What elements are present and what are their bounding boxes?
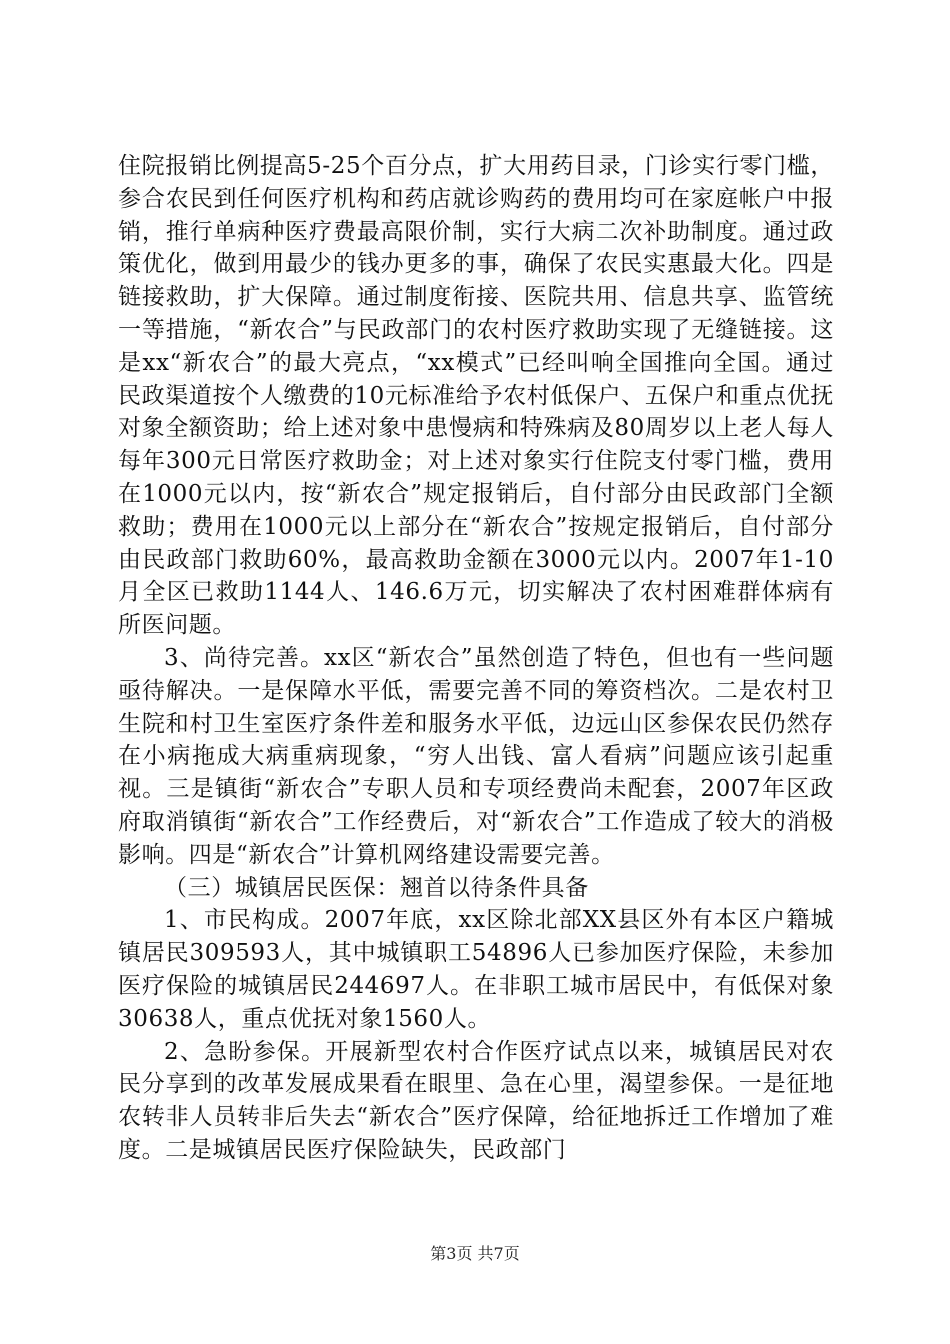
page-footer: 第3页 共7页 — [430, 1244, 520, 1263]
body-text — [118, 150, 834, 1167]
paragraph-urgent-insurance: 2、急盼参保。开展新型农村合作医疗试点以来，城镇居民对农民分享到的改革发展成果看在眼里、急在心里，渴望参保。一是征地农转非人员转非后失去“新农合”医疗保障，给征地拆迁工作增加了难度。二是城镇居民医疗保险缺失，民政部门 — [118, 1038, 834, 1163]
paragraph-continuation: 住院报销比例提高5-25个百分点，扩大用药目录，门诊实行零门槛，参合农民到任何医疗机构和药店就诊购药的费用均可在家庭帐户中报销，推行单病种医疗费最高限价制，实行大病二次补助制度。通过政策优化，做到用最少的钱办更多的事，确保了农民实惠最大化。四是链接救助，扩大保障。通过制度衔接、医院共用、信息共享、监管统一等措施，“新农合”与民政部门的农村医疗救助实现了无缝链接。这是xx“新农合”的最大亮点，“xx模式”已经叫响全国推向全国。通过民政渠道按个人缴费的10元标准给予农村低保户、五保户和重点优抚对象全额资助；给上述对象中患慢病和特殊病及80周岁以上老人每人每年300元日常医疗救助金；对上述对象实行住院支付零门槛，费用在1000元以内，按“新农合”规定报销后，自付部分由民政部门全额救助；费用在1000元以上部分在“新农合”按规定报销后，自付部分由民政部门救助60%，最高救助金额在3000元以内。2007年1-10月全区已救助1144人、146.6万元，切实解决了农村困难群体病有所医问题。 — [118, 153, 834, 639]
paragraph-citizen-composition: 1、市民构成。2007年底，xx区除北部XX县区外有本区户籍城镇居民309593人，其中城镇职工54896人已参加医疗保险，未参加医疗保险的城镇居民244697人。在非职工城市居民中，有低保对象30638人，重点优抚对象1560人。 — [118, 907, 834, 1032]
section-heading: （三）城镇居民医保：翘首以待条件具备 — [164, 874, 589, 901]
paragraph-section-3: 3、尚待完善。xx区“新农合”虽然创造了特色，但也有一些问题亟待解决。一是保障水平低，需要完善不同的筹资档次。二是农村卫生院和村卫生室医疗条件差和服务水平低，边远山区参保农民仍然存在小病拖成大病重病现象，“穷人出钱、富人看病”问题应该引起重视。三是镇街“新农合”专职人员和专项经费尚未配套，2007年区政府取消镇街“新农合”工作经费后，对“新农合”工作造成了较大的消极影响。四是“新农合”计算机网络建设需要完善。 — [118, 644, 834, 868]
